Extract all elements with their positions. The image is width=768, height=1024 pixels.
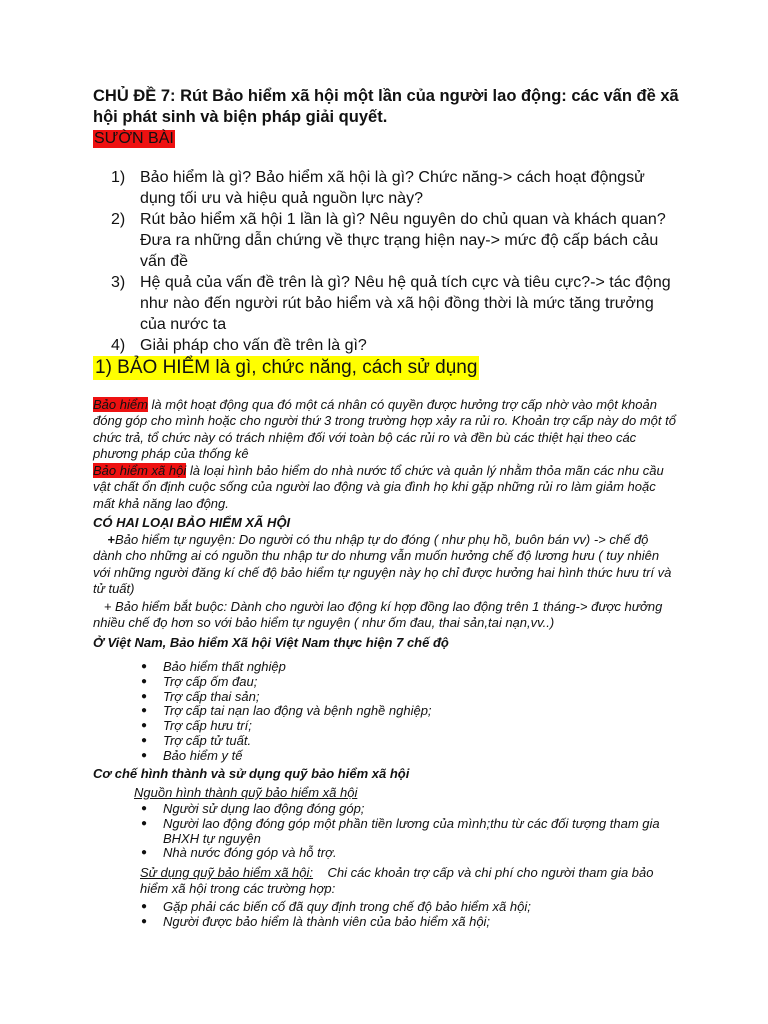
fund-use-label: Sử dụng quỹ bảo hiểm xã hội: — [140, 865, 314, 880]
outline-item — [111, 272, 681, 335]
fund-use-paragraph — [140, 865, 660, 898]
list-item: ● Nhà nước đóng góp và hỗ trợ. — [141, 846, 681, 861]
outline-item — [111, 209, 681, 272]
insurance-definition-text: là một hoạt động qua đó một cá nhân có quyền được hưởng trợ cấp nhờ vào một khoản đóng góp cho mình hoặc cho người thứ 3 trong trường hợp xảy ra rủi ro. Khoản trợ cấp này do một tổ chức trả, tổ chức này có trách nhiệm đối với toàn bộ các rủi ro và đền bù các thiệt hại theo các phương pháp của thống kê — [93, 397, 676, 462]
fund-use-list — [141, 900, 681, 930]
list-item: ● Trợ cấp ốm đau; — [141, 675, 432, 690]
outline-list — [111, 167, 681, 356]
list-item: ● Người sử dụng lao động đóng góp; — [141, 802, 681, 817]
outline-text: Hệ quả của vấn đề trên là gì? Nêu hệ quả tích cực và tiêu cực?-> tác động như nào đến người rút bảo hiểm và xã hội đồng thời là mức tăng trưởng của nước ta — [140, 274, 671, 333]
list-item: ● Trợ cấp tử tuất. — [141, 734, 432, 749]
section-heading: 1) BẢO HIỂM là gì, chức năng, cách sử dụng — [95, 357, 478, 378]
outline-item — [111, 167, 681, 209]
outline-number: 4) — [111, 337, 126, 354]
compulsory-insurance: + Bảo hiểm bắt buộc: Dành cho người lao động kí hợp đồng lao động trên 1 tháng-> được hưởng nhiều chế đọ hơn so với bảo hiểm tự nguyện ( như ốm đau, thai sản,tai nạn,vv..) — [93, 599, 666, 631]
social-insurance-definition — [93, 463, 678, 512]
list-item: ● Bảo hiểm thất nghiệp — [141, 660, 432, 675]
list-item: ● Gặp phải các biến cố đã quy định trong chế độ bảo hiểm xã hội; — [141, 900, 681, 915]
vietnam-regimes-heading: Ở Việt Nam, Bảo hiểm Xã hội Việt Nam thực hiện 7 chế độ — [93, 635, 449, 650]
outline-item — [111, 335, 681, 356]
page-title: CHỦ ĐỀ 7: Rút Bảo hiểm xã hội một lần của người lao động: các vấn đề xã hội phát sinh và biện pháp giải quyết. — [93, 87, 679, 126]
list-item: ● Trợ cấp hưu trí; — [141, 719, 432, 734]
insurance-definition — [93, 397, 678, 463]
outline-label: SƯỜN BÀI — [94, 130, 174, 147]
social-insurance-definition-text: là loại hình bảo hiểm do nhà nước tổ chức và quản lý nhằm thỏa mãn các nhu cầu vật chất ổn định cuộc sống của người lao động và gia đình họ khi gặp những rủi ro làm giảm hoặc mất khả năng lao động. — [93, 463, 664, 511]
outline-number: 1) — [111, 169, 126, 186]
outline-number: 3) — [111, 274, 126, 291]
social-insurance-term: Bảo hiểm xã hội — [93, 463, 187, 478]
two-types-heading: CÓ HAI LOẠI BẢO HIỂM XÃ HỘI — [93, 515, 291, 530]
list-item: ● Trợ cấp thai sản; — [141, 690, 432, 705]
list-item: ● Bảo hiểm y tế — [141, 749, 432, 764]
regimes-list — [141, 660, 432, 764]
fund-mechanism-heading: Cơ chế hình thành và sử dụng quỹ bảo hiểm xã hội — [93, 766, 410, 781]
outline-text: Bảo hiểm là gì? Bảo hiểm xã hội là gì? Chức năng-> cách hoạt độngsử dụng tối ưu và hiệu quả nguồn lực này? — [140, 169, 645, 207]
outline-text: Giải pháp cho vấn đề trên là gì? — [140, 337, 367, 354]
outline-text: Rút bảo hiểm xã hội 1 lần là gì? Nêu nguyên do chủ quan và khách quan? Đưa ra những dẫn chứng về thực trạng hiện nay-> mức độ cấp bách cảu vấn đề — [140, 211, 666, 270]
voluntary-insurance — [93, 532, 678, 598]
voluntary-prefix: + — [93, 532, 116, 547]
insurance-term: Bảo hiểm — [93, 397, 148, 412]
fund-sources-list — [141, 802, 681, 861]
fund-use-text: Chi các khoản trợ cấp và chi phí cho người tham gia bảo hiểm xã hội trong các trường hợp: — [140, 865, 658, 897]
list-item: ● Người được bảo hiểm là thành viên của bảo hiểm xã hội; — [141, 915, 681, 930]
list-item: ● Trợ cấp tai nạn lao động và bệnh nghề nghiệp; — [141, 704, 432, 719]
list-item: ● Người lao động đóng góp một phần tiền lương của mình;thu từ các đối tượng tham gia BHXH tự nguyện — [141, 817, 681, 847]
outline-number: 2) — [111, 211, 126, 228]
voluntary-text: Bảo hiểm tự nguyện: Do người có thu nhập tự do đóng ( như phụ hồ, buôn bán vv) -> chế độ dành cho những ai có nguồn thu nhập tư do nhưng vẫn muốn hưởng chế độ lương hưu ( tuy nhiên với những người đăng kí chế độ bảo hiểm tự nguyện này họ chỉ được hưởng hai hình thức hưu trí và tử tuất) — [93, 532, 672, 597]
fund-source-heading: Nguồn hình thành quỹ bảo hiểm xã hội — [134, 785, 358, 800]
